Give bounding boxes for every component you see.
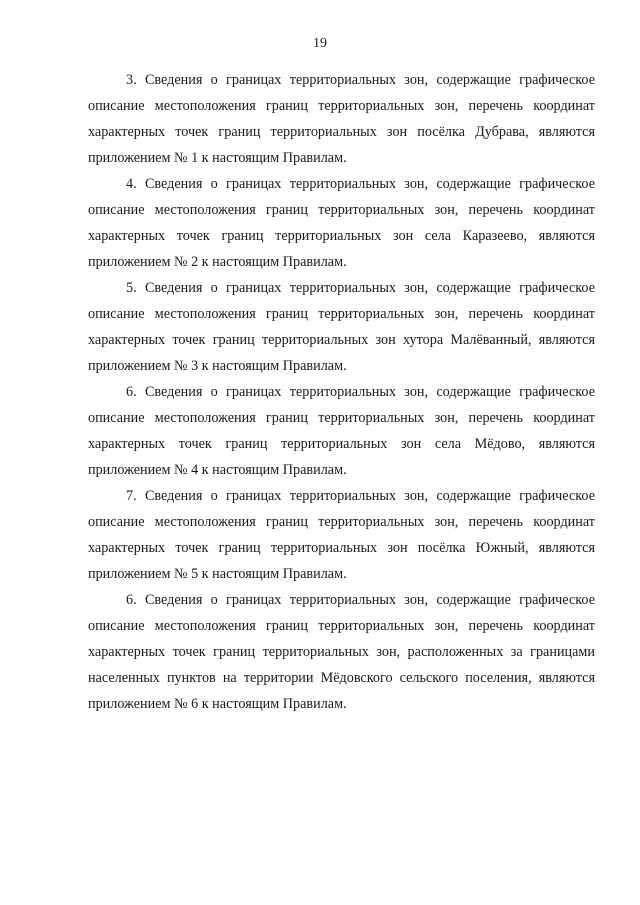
paragraph-4: 4. Сведения о границах территориальных зон, содержащие графическое описание местоположения границ территориальных зон, перечень координат характерных точек границ территориальных зон села Каразеево, являются приложением № 2 к настоящим Правилам. — [88, 176, 595, 270]
paragraph-3: 3. Сведения о границах территориальных зон, содержащие графическое описание местоположения границ территориальных зон, перечень координат характерных точек границ территориальных зон посёлка Дубрава, являются приложением № 1 к настоящим Правилам. — [88, 72, 595, 166]
paragraph-7: 7. Сведения о границах территориальных зон, содержащие графическое описание местоположения границ территориальных зон, перечень координат характерных точек границ территориальных зон посёлка Южный, являются приложением № 5 к настоящим Правилам. — [88, 488, 595, 582]
document-body — [88, 67, 595, 717]
paragraph-6: 6. Сведения о границах территориальных зон, содержащие графическое описание местоположения границ территориальных зон, перечень координат характерных точек границ территориальных зон села Мёдово, являются приложением № 4 к настоящим Правилам. — [88, 384, 595, 478]
page-number: 19 — [313, 36, 327, 51]
paragraph-5: 5. Сведения о границах территориальных зон, содержащие графическое описание местоположения границ территориальных зон, перечень координат характерных точек границ территориальных зон хутора Малёванный, являются приложением № 3 к настоящим Правилам. — [88, 280, 595, 374]
paragraph-8: 6. Сведения о границах территориальных зон, содержащие графическое описание местоположения границ территориальных зон, перечень координат характерных точек границ территориальных зон, расположенных за границами населенных пунктов на территории Мёдовского сельского поселения, являются приложением № 6 к настоящим Правилам. — [88, 592, 595, 712]
